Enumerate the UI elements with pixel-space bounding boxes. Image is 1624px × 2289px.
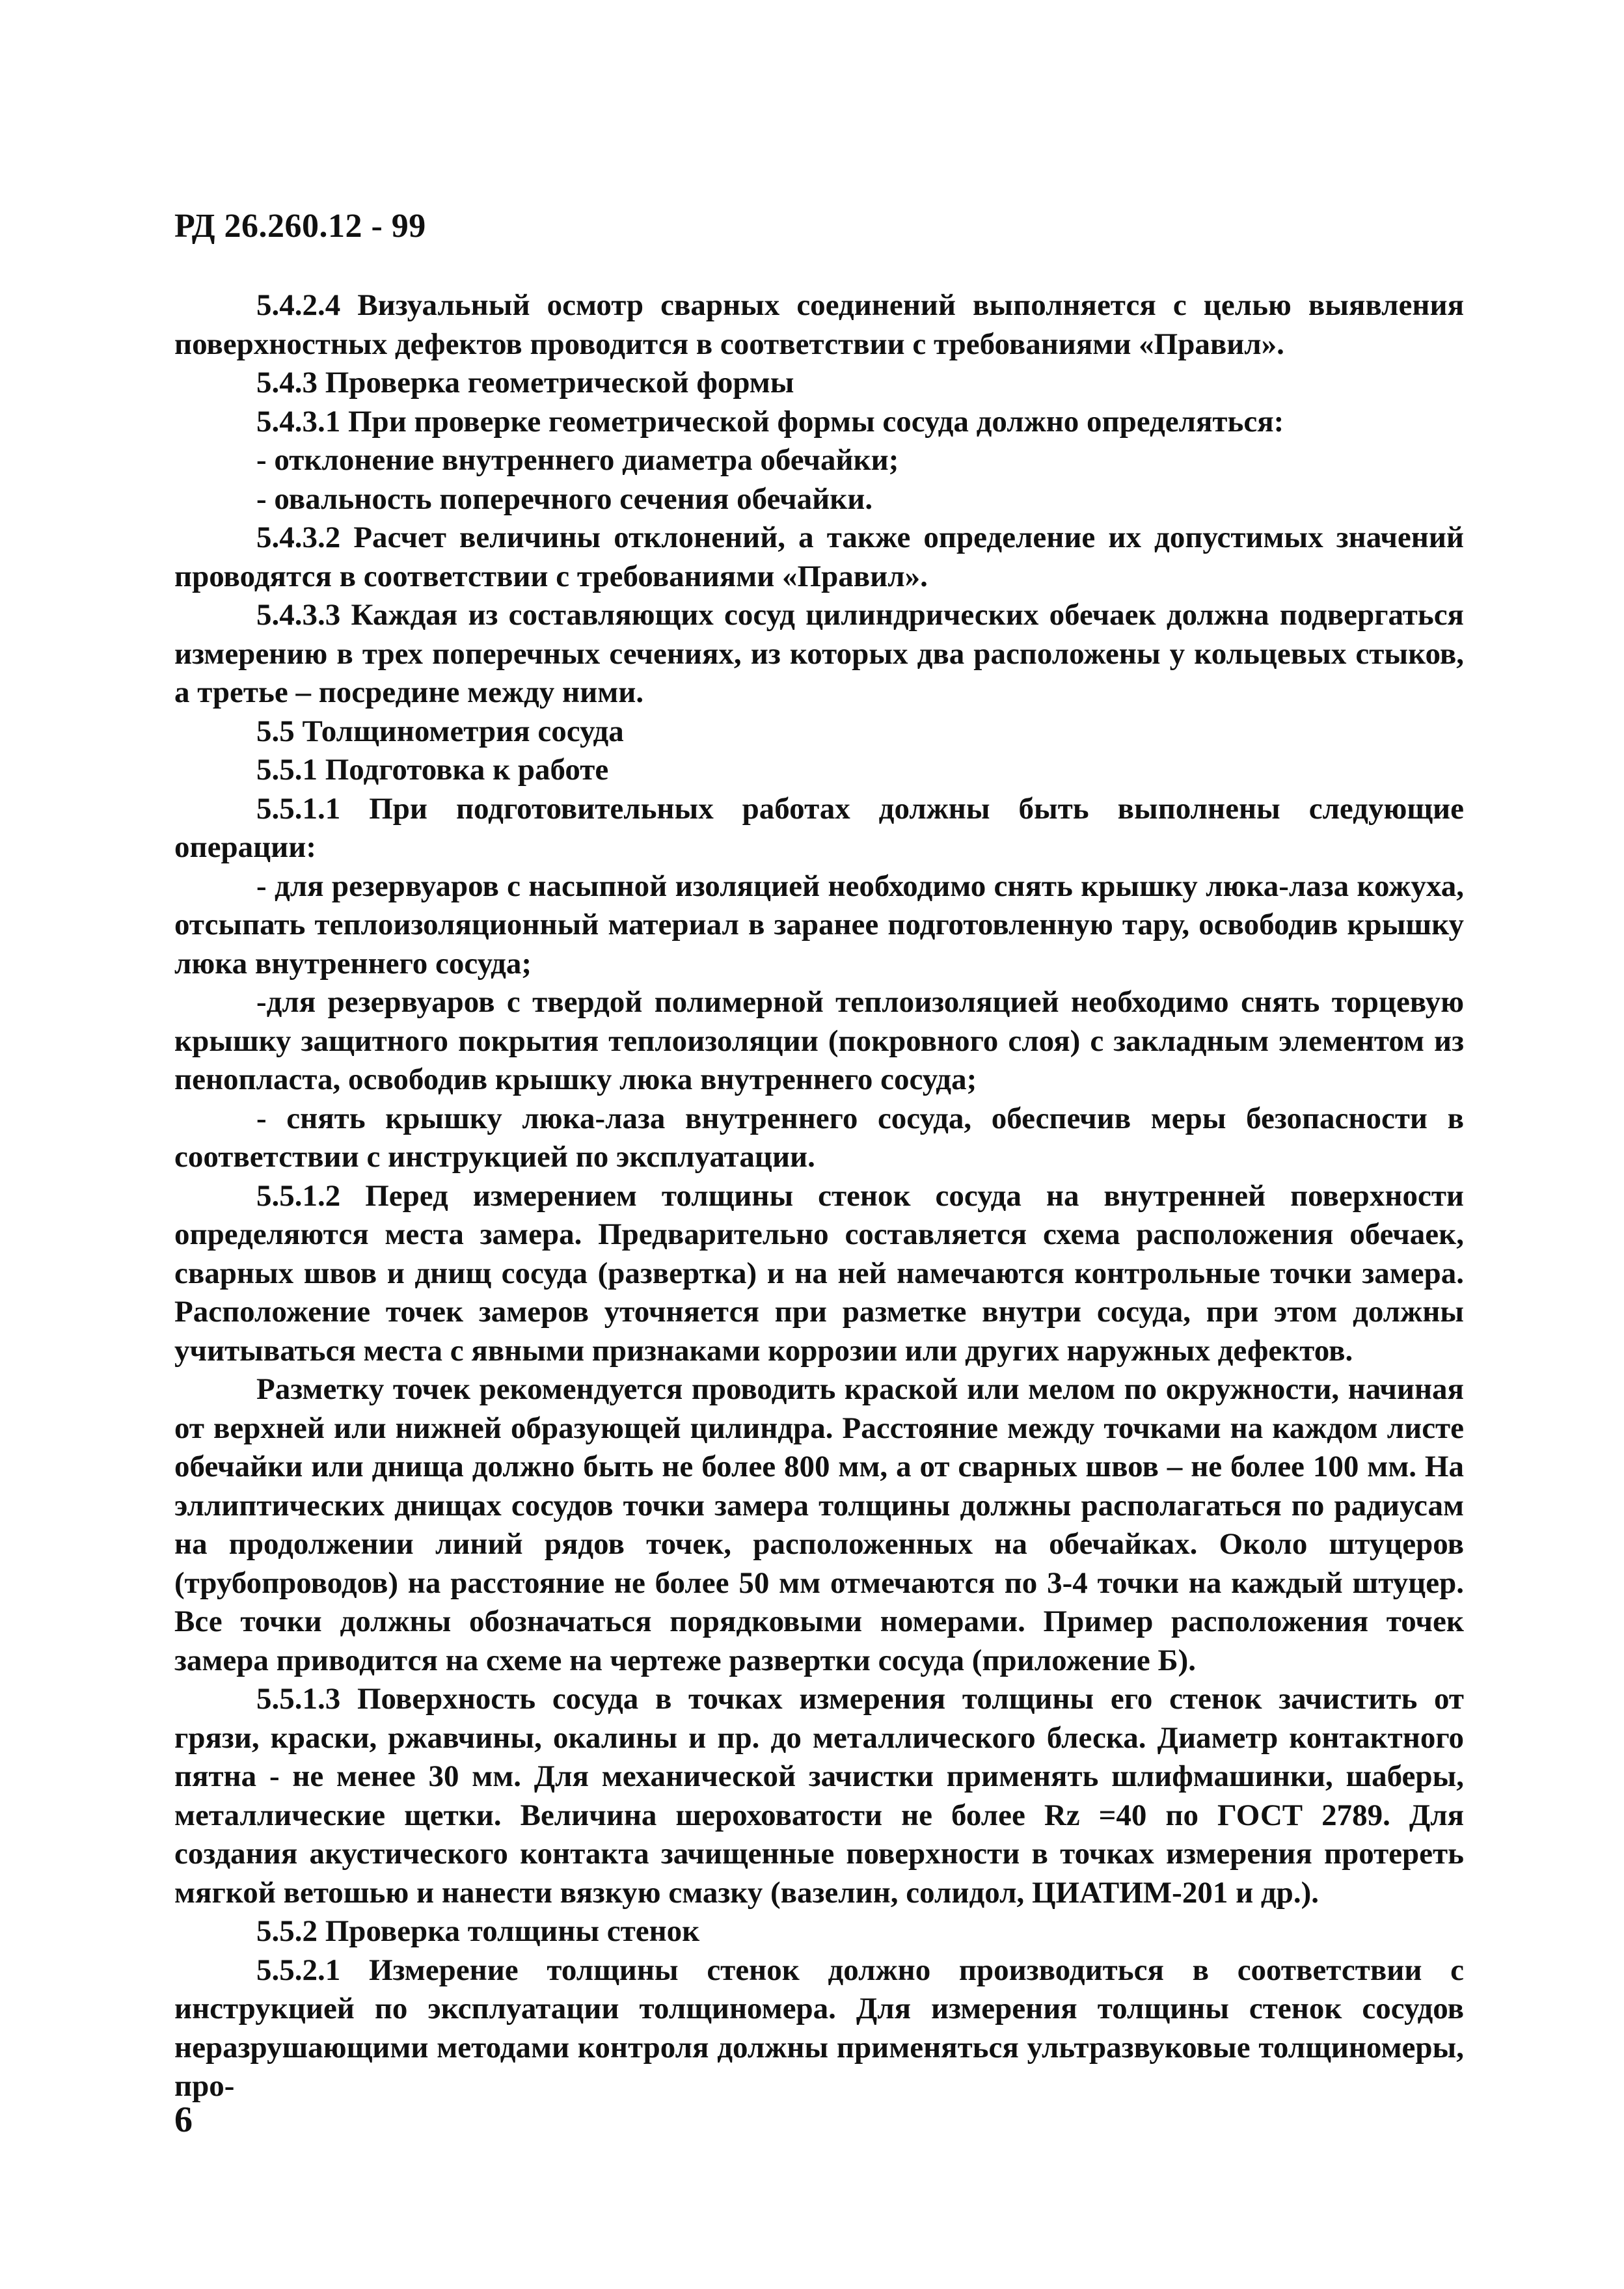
body-text xyxy=(174,286,1464,2106)
paragraph: 5.5.1.2 Перед измерением толщины стенок сосуда на внутренней поверхности определяются места замера. Предварительно составляется схема расположения обечаек, сварных швов и днищ сосуда (развертка) и на ней намечаются контрольные точки замера. Расположение точек замеров уточняется при разметке внутри сосуда, при этом должны учитываться места с явными признаками коррозии или других наружных дефектов. xyxy=(174,1178,1464,1368)
section-heading: 5.5.2 Проверка толщины стенок xyxy=(256,1914,700,1948)
page-number: 6 xyxy=(174,2100,193,2140)
paragraph: 5.4.3.1 При проверке геометрической формы сосуда должно определяться: xyxy=(256,404,1284,439)
paragraph: 5.5.1.1 При подготовительных работах должны быть выполнены следующие операции: xyxy=(174,791,1464,864)
list-item: - отклонение внутреннего диаметра обечайки; xyxy=(256,443,899,477)
list-item: - снять крышку люка-лаза внутреннего сосуда, обеспечив меры безопасности в соответствии с инструкцией по эксплуатации. xyxy=(174,1101,1464,1174)
section-heading: 5.5.1 Подготовка к работе xyxy=(256,753,609,787)
section-heading: 5.4.3 Проверка геометрической формы xyxy=(256,366,794,400)
list-item: - овальность поперечного сечения обечайки. xyxy=(256,481,873,516)
list-item: - для резервуаров с насыпной изоляцией необходимо снять крышку люка-лаза кожуха, отсыпать теплоизоляционный материал в заранее подготовленную тару, освободив крышку люка внутреннего сосуда; xyxy=(174,869,1464,981)
paragraph: 5.4.2.4 Визуальный осмотр сварных соединений выполняется с целью выявления поверхностных дефектов проводится в соответствии с требованиями «Правил». xyxy=(174,288,1464,361)
list-item: -для резервуаров с твердой полимерной теплоизоляцией необходимо снять торцевую крышку защитного покрытия теплоизоляции (покровного слоя) с закладным элементом из пенопласта, освободив крышку люка внутреннего сосуда; xyxy=(174,985,1464,1096)
paragraph: Разметку точек рекомендуется проводить краской или мелом по окружности, начиная от верхней или нижней образующей цилиндра. Расстояние между точками на каждом листе обечайки или днища должно быть не более 800 мм, а от сварных швов – не более 100 мм. На эллиптических днищах сосудов точки замера толщины должны располагаться по радиусам на продолжении линий рядов точек, расположенных на обечайках. Около штуцеров (трубопроводов) на расстояние не более 50 мм отмечаются по 3-4 точки на каждый штуцер. Все точки должны обозначаться порядковыми номерами. Пример расположения точек замера приводится на схеме на чертеже развертки сосуда (приложение Б). xyxy=(174,1372,1464,1677)
paragraph: 5.5.2.1 Измерение толщины стенок должно производиться в соответствии с инструкцией по эксплуатации толщиномера. Для измерения толщины стенок сосудов неразрушающими методами контроля должны применяться ультразвуковые толщиномеры, про- xyxy=(174,1953,1464,2103)
section-heading: 5.5 Толщинометрия сосуда xyxy=(256,714,624,748)
paragraph: 5.4.3.3 Каждая из составляющих сосуд цилиндрических обечаек должна подвергаться измерению в трех поперечных сечениях, из которых два расположены у кольцевых стыков, а третье – посредине между ними. xyxy=(174,598,1464,709)
paragraph: 5.4.3.2 Расчет величины отклонений, а также определение их допустимых значений проводятся в соответствии с требованиями «Правил». xyxy=(174,521,1464,593)
paragraph: 5.5.1.3 Поверхность сосуда в точках измерения толщины его стенок зачистить от грязи, краски, ржавчины, окалины и пр. до металлического блеска. Диаметр контактного пятна - не менее 30 мм. Для механической зачистки применять шлифмашинки, шаберы, металлические щетки. Величина шероховатости не более Rz =40 по ГОСТ 2789. Для создания акустического контакта зачищенные поверхности в точках измерения протереть мягкой ветошью и нанести вязкую смазку (вазелин, солидол, ЦИАТИМ-201 и др.). xyxy=(174,1682,1464,1910)
document-code: РД 26.260.12 - 99 xyxy=(174,208,426,245)
